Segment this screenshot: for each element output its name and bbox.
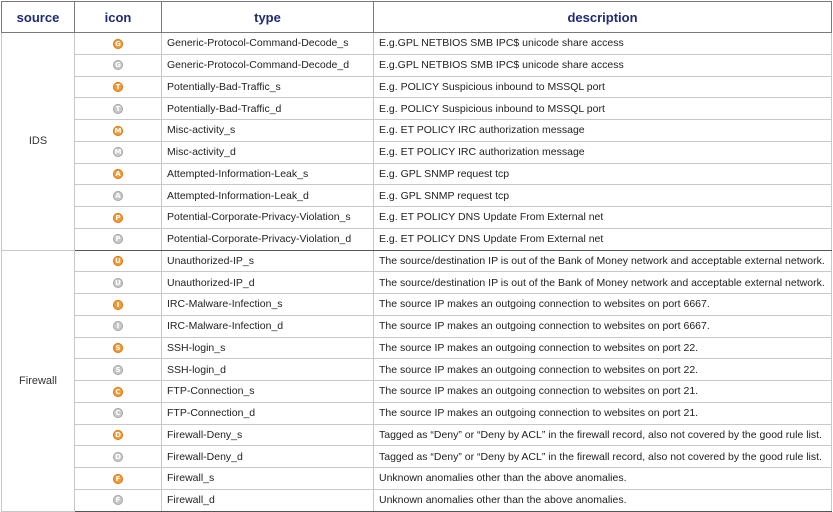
table-row bbox=[2, 337, 832, 359]
table-row bbox=[2, 294, 832, 316]
type-cell: FTP-Connection_d bbox=[162, 402, 374, 424]
icon-cell bbox=[75, 207, 162, 229]
anomaly-type-icon: M bbox=[114, 148, 122, 157]
table-row bbox=[2, 120, 832, 142]
icon-cell bbox=[75, 446, 162, 468]
table-row bbox=[2, 272, 832, 294]
table-row bbox=[2, 185, 832, 207]
icon-cell bbox=[75, 468, 162, 490]
header-row bbox=[2, 2, 832, 33]
anomaly-type-icon: M bbox=[114, 126, 122, 135]
anomaly-type-icon: T bbox=[113, 104, 123, 114]
header-description: description bbox=[374, 2, 832, 33]
type-cell: Firewall-Deny_d bbox=[162, 446, 374, 468]
type-cell: Firewall_d bbox=[162, 489, 374, 511]
anomaly-type-icon: A bbox=[113, 169, 123, 179]
anomaly-type-icon: S bbox=[113, 365, 123, 375]
icon-cell bbox=[75, 33, 162, 55]
icon-cell bbox=[75, 402, 162, 424]
table-row bbox=[2, 228, 832, 250]
icon-cell bbox=[75, 337, 162, 359]
description-cell: The source/destination IP is out of the Bank of Money network and acceptable external network. bbox=[374, 272, 832, 294]
icon-cell bbox=[75, 272, 162, 294]
icon-cell bbox=[75, 489, 162, 511]
type-cell: Unauthorized-IP_d bbox=[162, 272, 374, 294]
description-cell: Unknown anomalies other than the above anomalies. bbox=[374, 489, 832, 511]
anomaly-type-icon: P bbox=[113, 234, 123, 244]
anomaly-type-icon: G bbox=[113, 39, 123, 49]
type-cell: IRC-Malware-Infection_s bbox=[162, 294, 374, 316]
description-cell: The source IP makes an outgoing connection to websites on port 22. bbox=[374, 337, 832, 359]
description-cell: E.g. ET POLICY IRC authorization message bbox=[374, 120, 832, 142]
type-cell: Potentially-Bad-Traffic_d bbox=[162, 98, 374, 120]
description-cell: The source IP makes an outgoing connection to websites on port 21. bbox=[374, 402, 832, 424]
description-cell: The source IP makes an outgoing connection to websites on port 21. bbox=[374, 381, 832, 403]
description-cell: E.g. ET POLICY DNS Update From External net bbox=[374, 207, 832, 229]
anomaly-type-icon: D bbox=[113, 452, 123, 462]
description-cell: The source IP makes an outgoing connection to websites on port 6667. bbox=[374, 315, 832, 337]
type-cell: Generic-Protocol-Command-Decode_d bbox=[162, 54, 374, 76]
table-row bbox=[2, 33, 832, 55]
type-cell: Potentially-Bad-Traffic_s bbox=[162, 76, 374, 98]
type-cell: Generic-Protocol-Command-Decode_s bbox=[162, 33, 374, 55]
source-cell: IDS bbox=[2, 33, 75, 251]
icon-cell bbox=[75, 315, 162, 337]
anomaly-type-icon: T bbox=[113, 82, 123, 92]
anomaly-type-icon: F bbox=[113, 474, 123, 484]
type-cell: Firewall_s bbox=[162, 468, 374, 490]
anomaly-type-icon: C bbox=[113, 387, 123, 397]
description-cell: E.g.GPL NETBIOS SMB IPC$ unicode share access bbox=[374, 54, 832, 76]
icon-cell bbox=[75, 294, 162, 316]
table-row bbox=[2, 489, 832, 511]
anomaly-type-icon: I bbox=[113, 300, 123, 310]
type-cell: Misc-activity_d bbox=[162, 141, 374, 163]
anomaly-type-icon: A bbox=[113, 191, 123, 201]
icon-cell bbox=[75, 228, 162, 250]
table-row bbox=[2, 76, 832, 98]
anomaly-type-icon: G bbox=[113, 60, 123, 70]
table-row bbox=[2, 381, 832, 403]
anomaly-type-table bbox=[1, 1, 832, 512]
anomaly-type-icon: I bbox=[113, 321, 123, 331]
description-cell: E.g. POLICY Suspicious inbound to MSSQL port bbox=[374, 98, 832, 120]
description-cell: Unknown anomalies other than the above anomalies. bbox=[374, 468, 832, 490]
type-cell: FTP-Connection_s bbox=[162, 381, 374, 403]
table-row bbox=[2, 424, 832, 446]
anomaly-type-icon: C bbox=[113, 408, 123, 418]
description-cell: E.g. GPL SNMP request tcp bbox=[374, 163, 832, 185]
anomaly-type-icon: F bbox=[113, 495, 123, 505]
icon-cell bbox=[75, 54, 162, 76]
icon-cell bbox=[75, 120, 162, 142]
type-cell: Firewall-Deny_s bbox=[162, 424, 374, 446]
icon-cell bbox=[75, 163, 162, 185]
table-row bbox=[2, 141, 832, 163]
header-icon: icon bbox=[75, 2, 162, 33]
description-cell: Tagged as “Deny” or “Deny by ACL” in the firewall record, also not covered by the good rule list. bbox=[374, 446, 832, 468]
type-cell: Misc-activity_s bbox=[162, 120, 374, 142]
type-cell: SSH-login_d bbox=[162, 359, 374, 381]
icon-cell bbox=[75, 141, 162, 163]
type-cell: Potential-Corporate-Privacy-Violation_s bbox=[162, 207, 374, 229]
header-source: source bbox=[2, 2, 75, 33]
icon-cell bbox=[75, 359, 162, 381]
table-row bbox=[2, 250, 832, 272]
table-row bbox=[2, 402, 832, 424]
type-cell: SSH-login_s bbox=[162, 337, 374, 359]
description-cell: E.g. ET POLICY IRC authorization message bbox=[374, 141, 832, 163]
anomaly-type-icon: U bbox=[113, 256, 123, 266]
icon-cell bbox=[75, 98, 162, 120]
icon-cell bbox=[75, 76, 162, 98]
description-cell: E.g. ET POLICY DNS Update From External net bbox=[374, 228, 832, 250]
table-body bbox=[2, 33, 832, 512]
table-row bbox=[2, 315, 832, 337]
anomaly-type-icon: S bbox=[113, 343, 123, 353]
anomaly-type-icon: P bbox=[113, 213, 123, 223]
type-cell: IRC-Malware-Infection_d bbox=[162, 315, 374, 337]
table-row bbox=[2, 207, 832, 229]
table-row bbox=[2, 446, 832, 468]
type-cell: Potential-Corporate-Privacy-Violation_d bbox=[162, 228, 374, 250]
anomaly-type-icon: D bbox=[113, 430, 123, 440]
description-cell: E.g. POLICY Suspicious inbound to MSSQL port bbox=[374, 76, 832, 98]
table-row bbox=[2, 468, 832, 490]
type-cell: Attempted-Information-Leak_d bbox=[162, 185, 374, 207]
type-cell: Attempted-Information-Leak_s bbox=[162, 163, 374, 185]
type-cell: Unauthorized-IP_s bbox=[162, 250, 374, 272]
icon-cell bbox=[75, 381, 162, 403]
anomaly-type-icon: U bbox=[113, 278, 123, 288]
description-cell: The source IP makes an outgoing connection to websites on port 22. bbox=[374, 359, 832, 381]
description-cell: The source IP makes an outgoing connection to websites on port 6667. bbox=[374, 294, 832, 316]
header-type: type bbox=[162, 2, 374, 33]
icon-cell bbox=[75, 185, 162, 207]
description-cell: Tagged as “Deny” or “Deny by ACL” in the firewall record, also not covered by the good rule list. bbox=[374, 424, 832, 446]
description-cell: E.g. GPL SNMP request tcp bbox=[374, 185, 832, 207]
icon-cell bbox=[75, 250, 162, 272]
table-row bbox=[2, 98, 832, 120]
table-header bbox=[2, 2, 832, 33]
icon-cell bbox=[75, 424, 162, 446]
source-cell: Firewall bbox=[2, 250, 75, 511]
table-row bbox=[2, 163, 832, 185]
description-cell: The source/destination IP is out of the Bank of Money network and acceptable external network. bbox=[374, 250, 832, 272]
description-cell: E.g.GPL NETBIOS SMB IPC$ unicode share access bbox=[374, 33, 832, 55]
table-row bbox=[2, 54, 832, 76]
table-row bbox=[2, 359, 832, 381]
